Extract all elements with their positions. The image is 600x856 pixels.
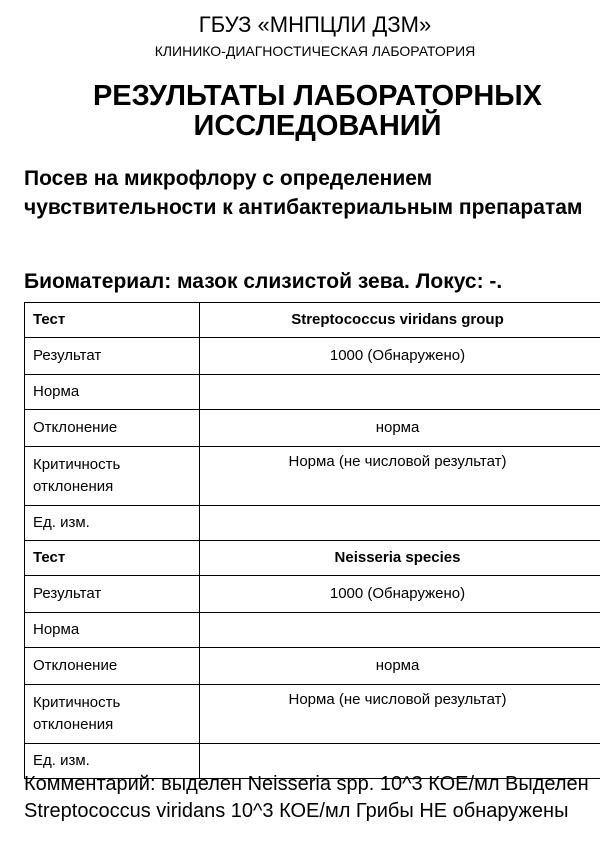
unit-value — [200, 506, 600, 541]
row-label: Ед. изм. — [25, 506, 200, 541]
table-row-norm — [25, 375, 600, 410]
page-title — [0, 81, 600, 141]
table-row-criticality — [25, 447, 600, 506]
table-row-test-header — [25, 541, 600, 576]
result-value: 1000 (Обнаружено) — [200, 338, 600, 375]
row-label: Критичность отклонения — [25, 447, 200, 506]
results-table — [24, 302, 600, 779]
row-label: Норма — [25, 375, 200, 410]
row-label: Критичность отклонения — [25, 685, 200, 744]
row-label: Тест — [25, 541, 200, 576]
norm-value — [200, 375, 600, 410]
row-label: Результат — [25, 576, 200, 613]
table-row-result — [25, 576, 600, 613]
row-label: Отклонение — [25, 648, 200, 685]
result-value: 1000 (Обнаружено) — [200, 576, 600, 613]
test-name: Neisseria species — [200, 541, 600, 576]
table-row-unit — [25, 506, 600, 541]
biomaterial-line: Биоматериал: мазок слизистой зева. Локус: -. — [24, 270, 503, 293]
organization-name: ГБУЗ «МНПЦЛИ ДЗМ» — [198, 12, 432, 37]
row-label: Тест — [25, 303, 200, 338]
test-name: Streptococcus viridans group — [200, 303, 600, 338]
page-title-line-2: ИССЛЕДОВАНИЙ — [193, 110, 442, 142]
row-label: Отклонение — [25, 410, 200, 447]
page-title-line-1: РЕЗУЛЬТАТЫ ЛАБОРАТОРНЫХ — [92, 80, 543, 112]
deviation-value: норма — [200, 410, 600, 447]
row-label: Норма — [25, 613, 200, 648]
analysis-title: Посев на микрофлору с определением чувствительности к антибактериальным препаратам — [24, 167, 583, 219]
row-label: Ед. изм. — [25, 744, 200, 779]
table-row-test-header — [25, 303, 600, 338]
criticality-value: Норма (не числовой результат) — [200, 447, 600, 506]
deviation-value: норма — [200, 648, 600, 685]
criticality-value: Норма (не числовой результат) — [200, 685, 600, 744]
table-row-deviation — [25, 410, 600, 447]
table-row-deviation — [25, 648, 600, 685]
norm-value — [200, 613, 600, 648]
comment-text: Комментарий: выделен Neisseria spp. 10^3 КОЕ/мл Выделен Streptococcus viridans 10^3 КОЕ/мл Грибы НЕ обнаружены — [24, 773, 589, 822]
table-row-result — [25, 338, 600, 375]
department-name: КЛИНИКО-ДИАГНОСТИЧЕСКАЯ ЛАБОРАТОРИЯ — [154, 43, 476, 59]
row-label: Результат — [25, 338, 200, 375]
table-row-criticality — [25, 685, 600, 744]
table-row-norm — [25, 613, 600, 648]
